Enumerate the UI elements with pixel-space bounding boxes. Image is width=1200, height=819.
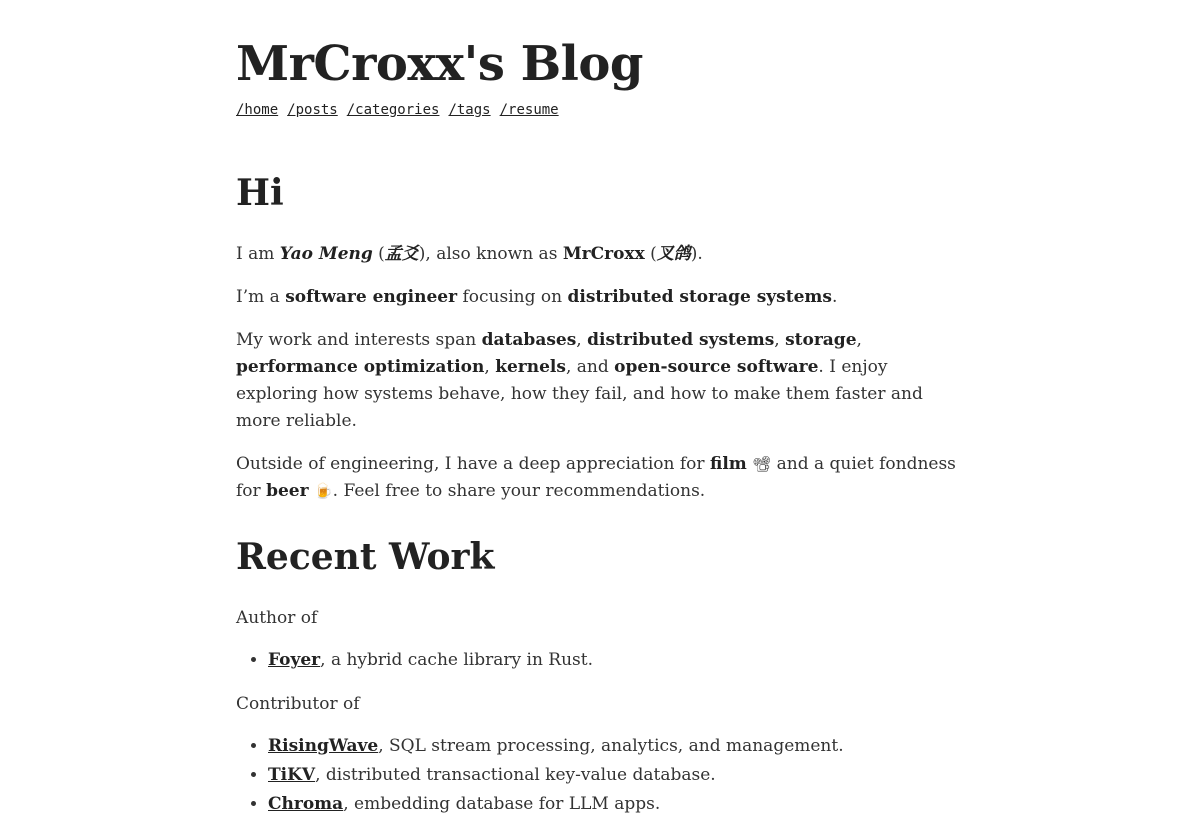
nav-link-posts[interactable]: /posts (287, 102, 338, 118)
contributor-of-label: Contributor of (236, 694, 360, 714)
heading-recent-work: Recent Work (236, 536, 495, 578)
project-link-tikv[interactable]: TiKV (268, 765, 316, 785)
intro-paragraph-name: I am Yao Meng (孟爻), also known as MrCroxx (叉鸽). (236, 244, 703, 264)
author-list (236, 646, 956, 675)
intro-paragraph-hobbies: Outside of engineering, I have a deep appreciation for film 📽 and a quiet fondness for beer 🍺. Feel free to share your recommendations. (236, 454, 956, 501)
beer-mug-icon: 🍺 (313, 482, 333, 500)
intro-paragraph-role: I’m a software engineer focusing on distributed storage systems. (236, 287, 838, 307)
author-name: Yao Meng (279, 244, 373, 264)
list-item: • Chroma, embedding database for LLM apps. (268, 790, 956, 819)
author-of-label: Author of (236, 608, 318, 628)
site-nav (236, 102, 956, 118)
nav-link-categories[interactable]: /categories (346, 102, 440, 118)
nav-link-resume[interactable]: /resume (499, 102, 559, 118)
contributor-list (236, 732, 956, 819)
heading-hi: Hi (236, 172, 284, 214)
intro-paragraph-interests: My work and interests span databases, distributed systems, storage, performance optimization, kernels, and open-source software. I enjoy exploring how systems behave, how they fail, and how to make them faster and more reliable. (236, 330, 923, 431)
list-item: • TiKV, distributed transactional key-value database. (268, 761, 956, 790)
page-container (236, 0, 956, 819)
project-link-foyer[interactable]: Foyer (268, 650, 321, 670)
site-title[interactable]: MrCroxx's Blog (236, 36, 643, 92)
author-alias: MrCroxx (562, 244, 645, 264)
project-link-chroma[interactable]: Chroma (268, 794, 344, 814)
nav-link-home[interactable]: /home (236, 102, 279, 118)
list-item: • RisingWave, SQL stream processing, analytics, and management. (268, 732, 956, 761)
author-alias-chinese: 叉鸽 (656, 244, 691, 264)
nav-link-tags[interactable]: /tags (448, 102, 491, 118)
project-link-risingwave[interactable]: RisingWave (268, 736, 379, 756)
author-name-chinese: 孟爻 (384, 244, 419, 264)
list-item: • Foyer, a hybrid cache library in Rust. (268, 646, 956, 675)
film-projector-icon: 📽 (752, 455, 772, 473)
